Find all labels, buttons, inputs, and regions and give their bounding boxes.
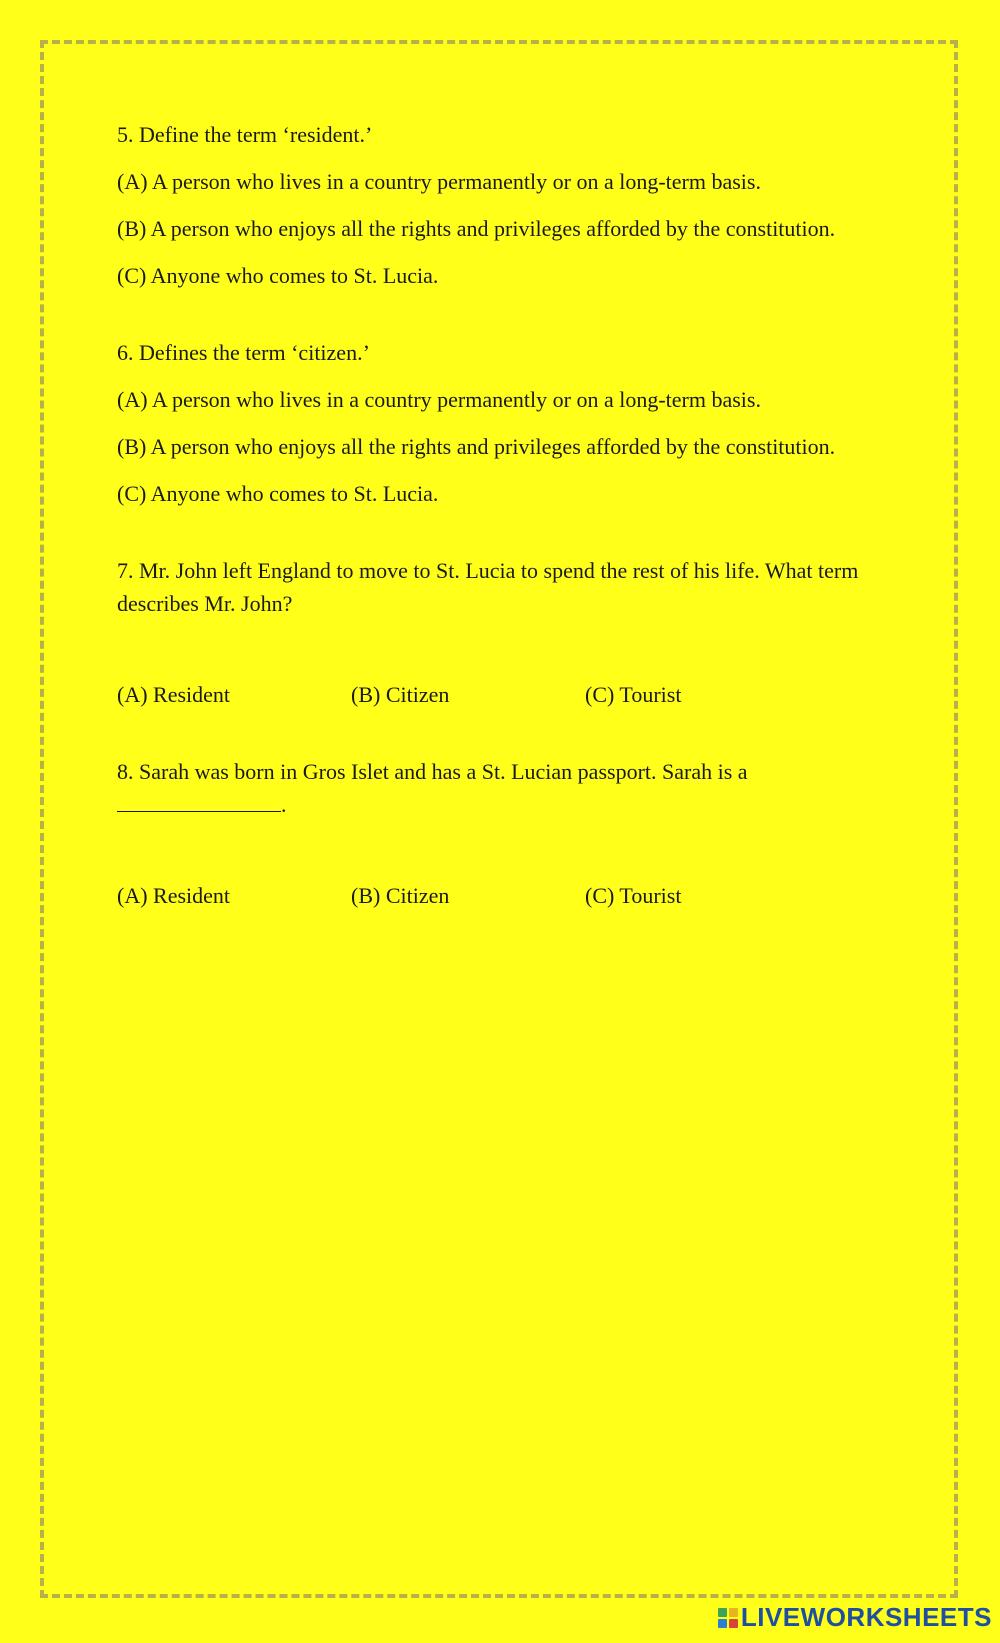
option-b[interactable]: (B) A person who enjoys all the rights and privileges afforded by the constitution.	[117, 216, 836, 241]
logo-text: LIVEWORKSHEETS	[740, 1602, 992, 1632]
question-prompt	[117, 755, 877, 821]
logo-square-2	[729, 1608, 738, 1617]
option-a[interactable]: (A) A person who lives in a country permanently or on a long-term basis.	[117, 169, 761, 194]
liveworksheets-logo	[718, 1602, 992, 1633]
option-c[interactable]: (C) Anyone who comes to St. Lucia.	[117, 481, 439, 506]
option-b[interactable]: (B) A person who enjoys all the rights and privileges afforded by the constitution.	[117, 434, 836, 459]
option-b[interactable]: (B) Citizen	[351, 883, 450, 908]
answer-blank[interactable]	[117, 791, 281, 812]
question-prompt: 6. Defines the term ‘citizen.’	[117, 340, 370, 365]
logo-square-1	[718, 1608, 727, 1617]
question-prompt-text: 8. Sarah was born in Gros Islet and has a St. Lucian passport. Sarah is a	[117, 759, 748, 784]
options-row	[117, 879, 877, 912]
question-prompt: 7. Mr. John left England to move to St. Lucia to spend the rest of his life. What term describes Mr. John?	[117, 558, 859, 616]
question-prompt-end: .	[281, 792, 287, 817]
options-row	[117, 678, 877, 711]
question-5	[117, 118, 877, 292]
logo-square-3	[718, 1619, 727, 1628]
option-a[interactable]: (A) A person who lives in a country permanently or on a long-term basis.	[117, 387, 761, 412]
option-a[interactable]: (A) Resident	[117, 682, 231, 707]
worksheet-content	[117, 118, 877, 956]
logo-square-4	[729, 1619, 738, 1628]
option-b[interactable]: (B) Citizen	[351, 682, 450, 707]
spacer	[117, 620, 877, 676]
question-6	[117, 336, 877, 510]
spacer	[117, 821, 877, 877]
option-a[interactable]: (A) Resident	[117, 883, 231, 908]
question-8	[117, 755, 877, 912]
option-c[interactable]: (C) Tourist	[585, 682, 682, 707]
logo-mark-icon	[718, 1608, 738, 1628]
option-c[interactable]: (C) Anyone who comes to St. Lucia.	[117, 263, 439, 288]
question-prompt: 5. Define the term ‘resident.’	[117, 122, 373, 147]
question-7	[117, 554, 877, 711]
option-c[interactable]: (C) Tourist	[585, 883, 682, 908]
